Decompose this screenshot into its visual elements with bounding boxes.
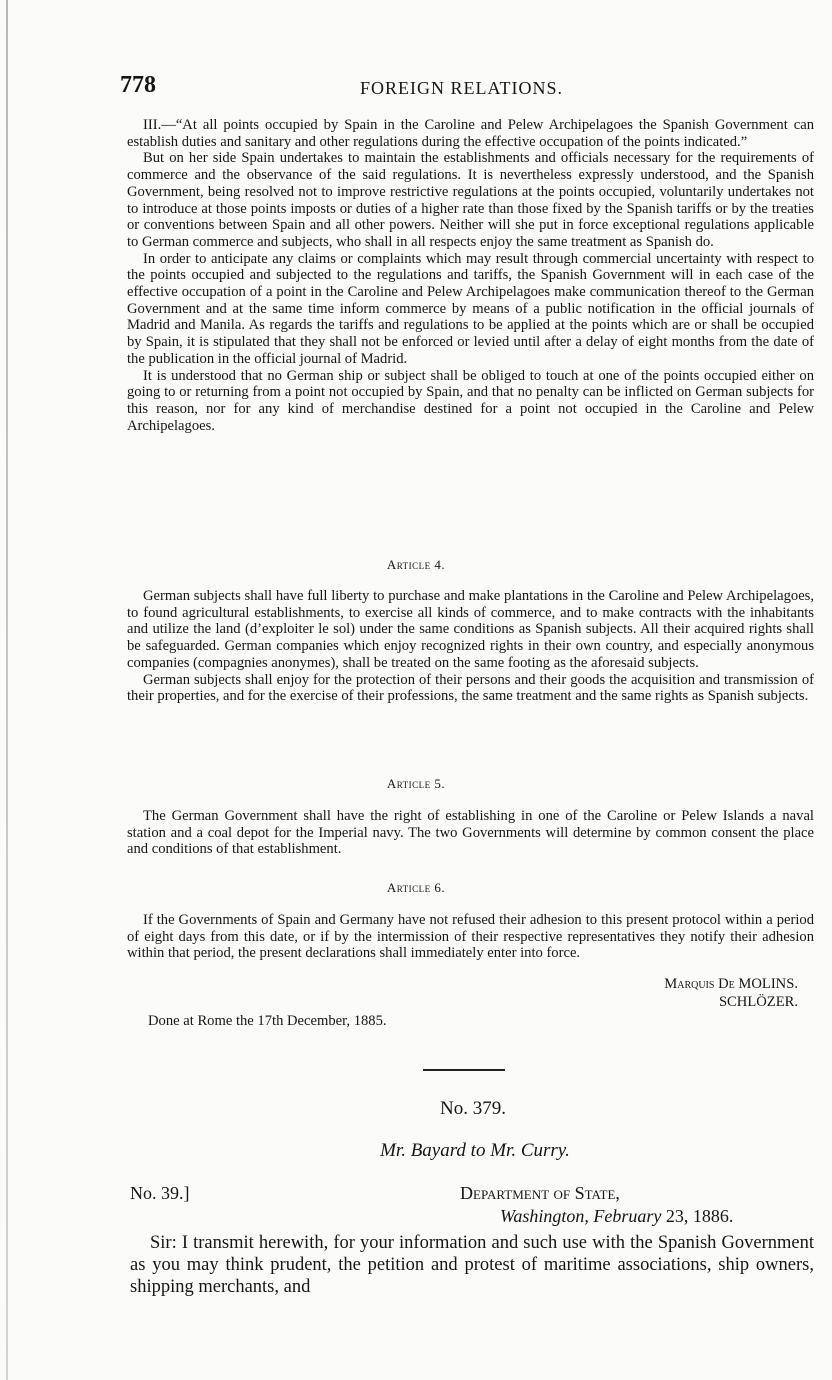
dateline-place: Washington, February [500, 1206, 662, 1226]
document-number: No. 379. [440, 1098, 506, 1119]
article-3-paragraph-3: In order to anticipate any claims or complaints which may result through commercial uncertainty with respect to the points occupied and subjected to the regulations and tariffs, the Spanish Government will in each case of the effective occupation of a point in the Caroline and Pelew Archipelagoes make communication thereof to the German Government and at the same time inform commerce by means of a public notification in the official journals of Madrid and Manila. As regards the tariffs and regulations to be applied at the points which are or shall be occupied by Spain, it is stipulated that they shall not be enforced or levied until after a delay of eight months from the date of the publication in the official journal of Madrid. [127, 250, 814, 367]
page-number: 778 [120, 72, 156, 98]
article-3-section [127, 117, 814, 434]
article-3-paragraph-4: It is understood that no German ship or subject shall be obliged to touch at one of the points occupied either on going to or returning from a point not occupied by Spain, and that no penalty can be inflicted on German subjects for this reason, nor for any kind of merchandise destined for a point not occupied in the Caroline and Pelew Archipelagoes. [127, 367, 814, 434]
department-of-state: Department of State, [460, 1183, 620, 1203]
dateline [500, 1206, 733, 1227]
signatures-block [470, 975, 798, 1011]
article-3-paragraph-2: But on her side Spain undertakes to maintain the establishments and officials necessary for the requirements of commerce and the observance of the said regulations. It is nevertheless expressly understood, and the Spanish Government, being resolved not to improve restrictive regulations at the points occupied, voluntarily undertakes not to introduce at those points imposts or duties of a higher rate than those fixed by the Spanish tariffs or by the treaties or conventions between Spain and all other powers. Neither will she put in force exceptional regulations applicable to German commerce and subjects, who shall in all respects enjoy the same treatment as Spanish do. [127, 150, 814, 250]
dateline-date: 23, 1886. [661, 1206, 734, 1226]
letter-body [130, 1232, 814, 1298]
article-5-heading: Article 5. [386, 776, 446, 791]
signature-schlozer: SCHLÖZER. [718, 994, 798, 1010]
article-3-paragraph-1: III.—“At all points occupied by Spain in the Caroline and Pelew Archipelagoes the Spanish Government can establish duties and sanitary and other regulations during the effective occupation of the points indicated.” [127, 117, 814, 150]
article-5-paragraph-1: The German Government shall have the right of establishing in one of the Caroline or Pelew Islands a naval station and a coal depot for the Imperial navy. The two Governments will determine by common consent the place and conditions of that establishment. [127, 808, 814, 858]
running-title: FOREIGN RELATIONS. [360, 78, 564, 98]
document-title: Mr. Bayard to Mr. Curry. [380, 1140, 570, 1161]
article-5-section [127, 808, 814, 858]
article-4-paragraph-1: German subjects shall have full liberty to purchase and make plantations in the Caroline and Pelew Archipelagoes, to found agricultural establishments, to exercise all kinds of commerce, and to make contracts with the inhabitants and utilize the land (d’exploiter le sol) under the same conditions as Spanish subjects. All their acquired rights shall be safeguarded. German companies which enjoy recognized rights in their own country, and especially anonymous companies (compagnies anonymes), shall be treated on the same footing as the aforesaid subjects. [127, 588, 814, 671]
article-4-paragraph-2: German subjects shall enjoy for the protection of their persons and their goods the acquisition and transmission of their properties, and for the exercise of their professions, the same treatment and the same rights as Spanish subjects. [127, 671, 814, 705]
letter-paragraph-1: Sir: I transmit herewith, for your information and such use with the Spanish Government as you may think prudent, the petition and protest of maritime associations, ship owners, shipping merchants, and [130, 1233, 814, 1297]
done-at-rome-line: Done at Rome the 17th December, 1885. [148, 1013, 387, 1029]
dispatch-number: No. 39.] [130, 1183, 190, 1203]
article-4-section [127, 588, 814, 705]
section-divider-rule [423, 1069, 505, 1071]
article-4-heading: Article 4. [386, 557, 446, 572]
article-6-section [127, 912, 814, 962]
article-6-heading: Article 6. [386, 880, 446, 895]
signature-molins: Marquis De MOLINS. [664, 976, 798, 992]
running-head [120, 72, 810, 102]
article-6-paragraph-1: If the Governments of Spain and Germany have not refused their adhesion to this present protocol within a period of eight days from this date, or if by the intermission of their respective representatives they notify their adhesion within that period, the present declarations shall immediately enter into force. [127, 912, 814, 962]
